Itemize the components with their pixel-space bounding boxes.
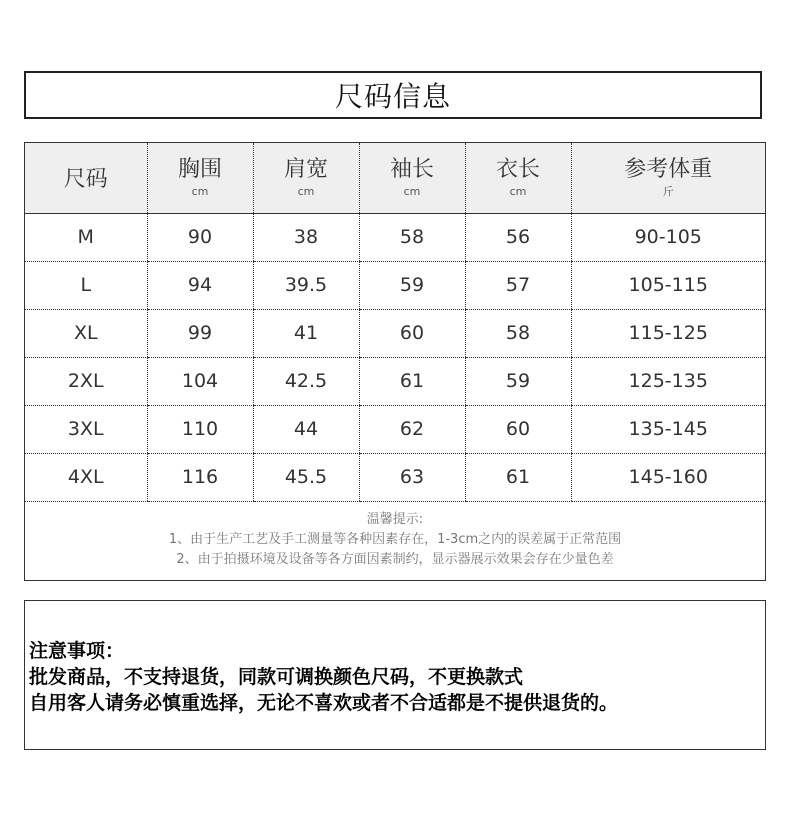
- header-size: [25, 143, 147, 213]
- header-unit: cm: [297, 184, 315, 198]
- table-cell: 39.5: [253, 261, 359, 309]
- table-row: [25, 261, 765, 309]
- table-cell: 125-135: [571, 357, 765, 405]
- notice-box: [24, 600, 766, 750]
- table-cell: 2XL: [25, 357, 147, 405]
- table-row: [25, 405, 765, 453]
- table-cell: 59: [465, 357, 571, 405]
- table-cell: 105-115: [571, 261, 765, 309]
- table-cell: 41: [253, 309, 359, 357]
- header-label: 肩宽: [283, 156, 328, 182]
- tips-line: 2、由于拍摄环境及设备等各方面因素制约，显示器展示效果会存在少量色差: [176, 551, 614, 567]
- table-cell: 145-160: [571, 453, 765, 501]
- header-weight: [571, 143, 765, 213]
- table-cell: 61: [465, 453, 571, 501]
- table-cell: 60: [359, 309, 465, 357]
- table-cell: 135-145: [571, 405, 765, 453]
- table-cell: 58: [359, 213, 465, 261]
- table-cell: 63: [359, 453, 465, 501]
- notice-line: 自用客人请务必慎重选择，无论不喜欢或者不合适都是不提供退货的。: [29, 692, 619, 714]
- tips-row: [25, 501, 765, 576]
- table-cell: 90-105: [571, 213, 765, 261]
- table-cell: 94: [147, 261, 253, 309]
- table-cell: 42.5: [253, 357, 359, 405]
- header-unit: cm: [191, 184, 209, 198]
- table-cell: 56: [465, 213, 571, 261]
- header-unit: 斤: [662, 184, 674, 198]
- table-cell: 38: [253, 213, 359, 261]
- table-cell: 60: [465, 405, 571, 453]
- table-cell: 104: [147, 357, 253, 405]
- table-cell: 57: [465, 261, 571, 309]
- table-cell: 44: [253, 405, 359, 453]
- table-row: [25, 213, 765, 261]
- header-shoulder: [253, 143, 359, 213]
- table-cell: 61: [359, 357, 465, 405]
- table-cell: 59: [359, 261, 465, 309]
- table-cell: 116: [147, 453, 253, 501]
- table-cell: 110: [147, 405, 253, 453]
- table-cell: 45.5: [253, 453, 359, 501]
- table-cell: 4XL: [25, 453, 147, 501]
- table-header-row: [25, 143, 765, 213]
- header-sleeve: [359, 143, 465, 213]
- table-cell: 3XL: [25, 405, 147, 453]
- header-length: [465, 143, 571, 213]
- header-label: 尺码: [63, 167, 108, 193]
- table-cell: 99: [147, 309, 253, 357]
- table-cell: 62: [359, 405, 465, 453]
- header-label: 袖长: [389, 156, 434, 182]
- table-cell: L: [25, 261, 147, 309]
- table-cell: XL: [25, 309, 147, 357]
- table-row: [25, 453, 765, 501]
- size-table: [24, 142, 766, 581]
- tips-title: 温馨提示:: [366, 511, 424, 527]
- header-label: 参考体重: [624, 156, 713, 182]
- table-cell: M: [25, 213, 147, 261]
- table-cell: 90: [147, 213, 253, 261]
- tips-line: 1、由于生产工艺及手工测量等各种因素存在，1-3cm之内的误差属于正常范围: [168, 531, 622, 547]
- table-row: [25, 357, 765, 405]
- page-title: 尺码信息: [24, 71, 762, 119]
- tips-cell: [25, 501, 765, 576]
- header-unit: cm: [403, 184, 421, 198]
- header-chest: [147, 143, 253, 213]
- table-row: [25, 309, 765, 357]
- header-unit: cm: [509, 184, 527, 198]
- table-cell: 58: [465, 309, 571, 357]
- notice-line: 批发商品，不支持退货，同款可调换颜色尺码，不更换款式: [29, 666, 524, 688]
- notice-heading: 注意事项：: [29, 640, 125, 662]
- table-cell: 115-125: [571, 309, 765, 357]
- header-label: 胸围: [177, 156, 222, 182]
- header-label: 衣长: [495, 156, 540, 182]
